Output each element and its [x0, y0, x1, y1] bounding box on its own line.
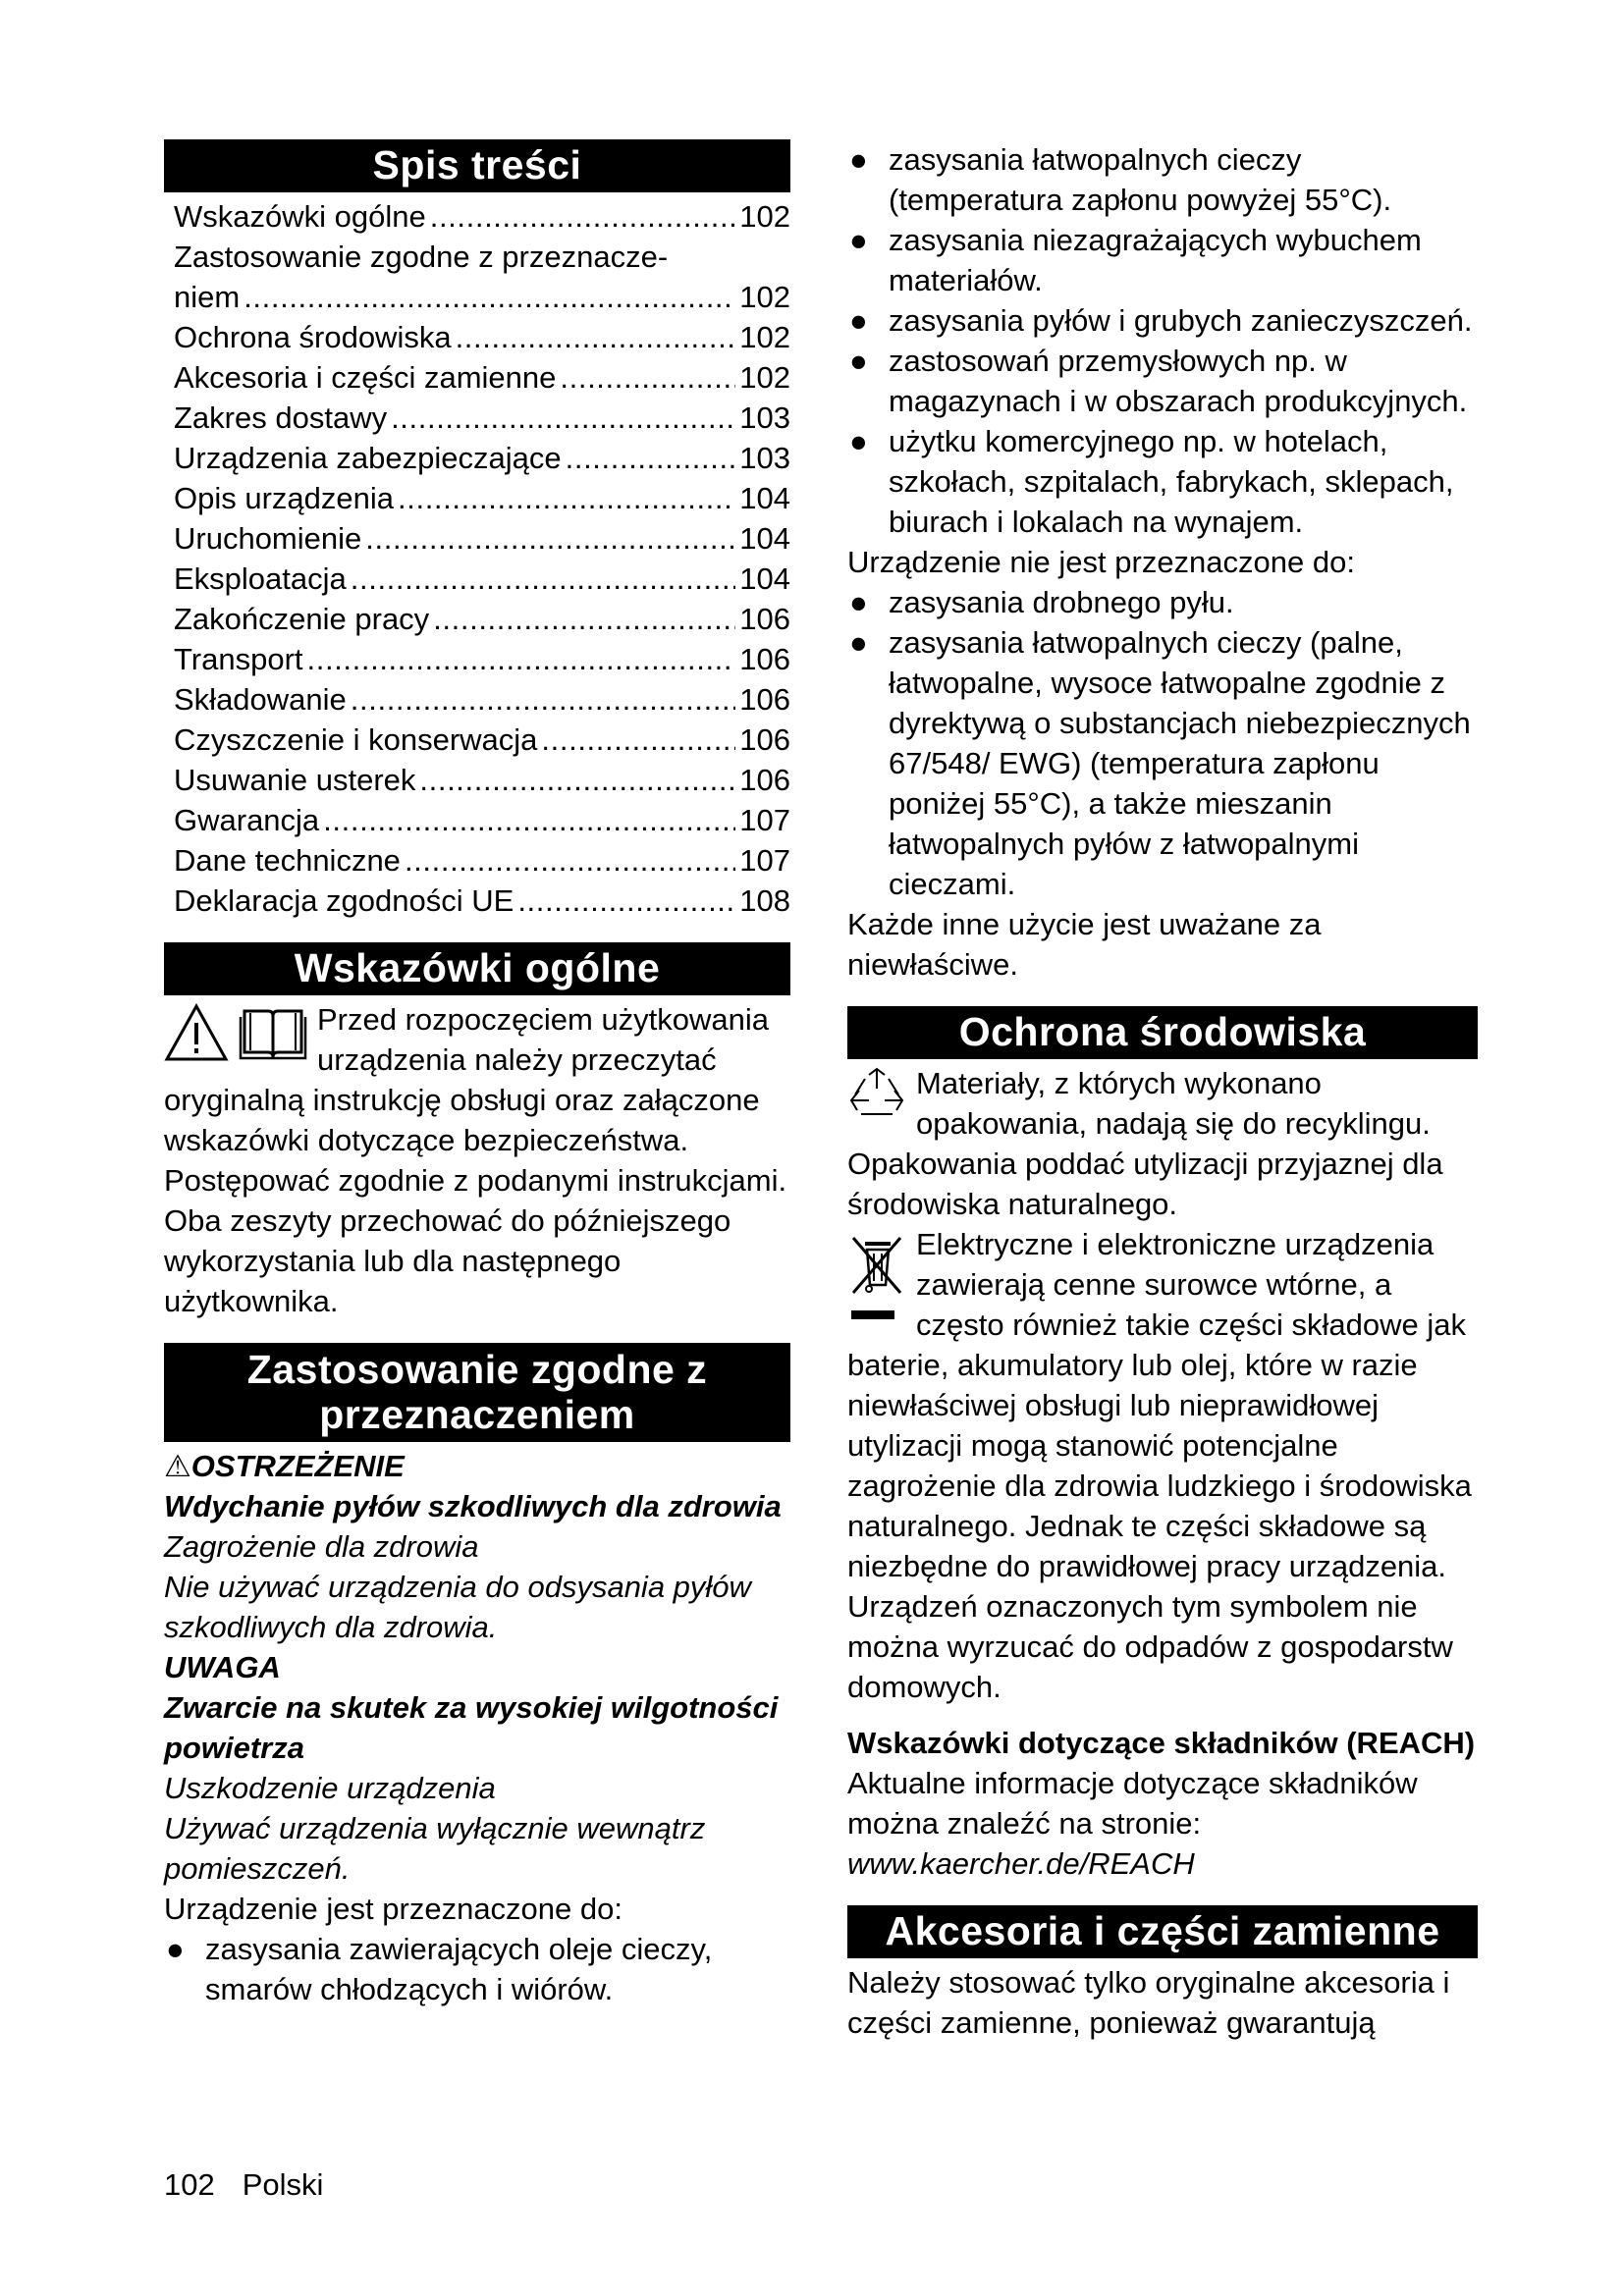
toc-item[interactable]: Wskazówki ogólne . . . 102: [174, 196, 790, 237]
toc-item[interactable]: Składowanie . . . 106: [174, 679, 790, 720]
toc-item[interactable]: Opis urządzenia . . . 104: [174, 478, 790, 518]
toc-item[interactable]: Transport . . . 106: [174, 639, 790, 679]
toc-item[interactable]: Gwarancja . . . 107: [174, 800, 790, 840]
recycling-icon: [847, 1067, 906, 1132]
right-column: [847, 139, 1478, 2043]
list-item: ● użytku komercyjnego np. w hotelach, szkołach, szpitalach, fabrykach, sklepach, biurach i lokalach na wynajem.: [847, 421, 1478, 542]
bullet-icon: ●: [849, 142, 868, 177]
toc-item[interactable]: Uruchomienie . . . 104: [174, 518, 790, 559]
toc-item[interactable]: Czyszczenie i konserwacja . . . 106: [174, 720, 790, 760]
weee-note: [847, 1224, 1478, 1707]
bullet-icon: ●: [166, 1932, 185, 1966]
toc-item[interactable]: niem . . . 102: [174, 277, 790, 317]
crossed-bin-icon: [847, 1228, 906, 1336]
bullet-icon: ●: [849, 585, 868, 619]
not-intended-intro: Urządzenie nie jest przeznaczone do:: [847, 545, 1355, 579]
warning-small-icon: ⚠: [164, 1449, 191, 1483]
page-footer: [164, 2164, 351, 2205]
general-instruction-text: Przed rozpoczęciem użytkowania urządzenia należy przeczytać oryginalną instrukcję obsługi oraz załączone wskazówki dotyczące bezpieczeństwa. Postępować zgodnie z podanymi instrukcjami.: [164, 1002, 787, 1198]
warning-triangle-icon: [164, 1003, 229, 1072]
toc-item[interactable]: Zakres dostawy . . . 103: [174, 398, 790, 438]
warning-risk: Zagrożenie dla zdrowia: [164, 1529, 479, 1564]
list-item: ● zastosowań przemysłowych np. w magazynach i w obszarach produkcyjnych.: [847, 341, 1478, 421]
accessories-heading: Akcesoria i części zamienne: [847, 1905, 1478, 1958]
intended-intro: Urządzenie jest przeznaczone do:: [164, 1892, 623, 1926]
table-of-contents: [164, 196, 790, 921]
toc-item[interactable]: Deklaracja zgodności UE . . . 108: [174, 881, 790, 921]
bullet-icon: ●: [849, 424, 868, 458]
caution-risk: Uszkodzenie urządzenia: [164, 1771, 496, 1805]
list-item: ● zasysania pyłów i grubych zanieczyszczeń.: [847, 300, 1478, 341]
toc-item[interactable]: Usuwanie usterek . . . 106: [174, 760, 790, 800]
caution-heading: Zwarcie na skutek za wysokiej wilgotności powietrza: [164, 1690, 779, 1765]
warning-action: Nie używać urządzenia do odsysania pyłów szkodliwych dla zdrowia.: [164, 1570, 751, 1644]
intended-use-heading: Zastosowanie zgodne z przeznaczeniem: [164, 1343, 790, 1442]
recycling-text: Materiały, z których wykonano opakowania, nadają się do recyklingu. Opakowania poddać utylizacji przyjaznej dla środowiska naturalnego.: [847, 1066, 1443, 1221]
bullet-icon: ●: [849, 223, 868, 257]
recycling-note: [847, 1063, 1478, 1224]
warning-label: ⚠OSTRZEŻENIE: [164, 1449, 405, 1483]
caution-action: Używać urządzenia wyłącznie wewnątrz pomieszczeń.: [164, 1811, 706, 1886]
bullet-icon: ●: [849, 625, 868, 660]
list-item: ● zasysania zawierających oleje cieczy, smarów chłodzących i wiórów.: [164, 1929, 790, 2009]
caution-label: UWAGA: [164, 1650, 281, 1684]
other-use-text: Każde inne użycie jest uważane za niewłaściwe.: [847, 907, 1322, 982]
reach-heading: Wskazówki dotyczące składników (REACH): [847, 1726, 1476, 1760]
toc-item[interactable]: Urządzenia zabezpieczające . . . 103: [174, 438, 790, 478]
accessories-text: Należy stosować tylko oryginalne akcesoria i części zamienne, ponieważ gwarantują: [847, 1965, 1450, 2040]
bullet-icon: ●: [849, 344, 868, 378]
reach-link[interactable]: www.kaercher.de/REACH: [847, 1846, 1195, 1881]
list-item: ● zasysania łatwopalnych cieczy (palne, łatwopalne, wysoce łatwopalne zgodnie z dyrektywą o substancjach niebezpiecznych 67/548/ EWG) (temperatura zapłonu poniżej 55°C), a także mieszanin łatwopalnych pyłów z łatwopalnymi cieczami.: [847, 622, 1478, 904]
bullet-icon: ●: [849, 303, 868, 338]
list-item: ● zasysania niezagrażających wybuchem materiałów.: [847, 220, 1478, 300]
general-heading: Wskazówki ogólne: [164, 942, 790, 995]
general-storage-text: Oba zeszyty przechować do późniejszego wykorzystania lub dla następnego użytkownika.: [164, 1203, 731, 1318]
environment-heading: Ochrona środowiska: [847, 1006, 1478, 1059]
left-column: [164, 139, 790, 2009]
list-item: ● zasysania drobnego pyłu.: [847, 582, 1478, 622]
toc-item[interactable]: Zakończenie pracy . . . 106: [174, 599, 790, 639]
reach-text: Aktualne informacje dotyczące składników można znaleźć na stronie: www.kaercher.de/REACH: [847, 1766, 1418, 1881]
toc-item-line1[interactable]: Zastosowanie zgodne z przeznacze-: [174, 240, 669, 274]
toc-item[interactable]: Eksploatacja . . . 104: [174, 559, 790, 599]
manual-book-icon: [239, 1003, 307, 1072]
toc-item[interactable]: Dane techniczne . . . 107: [174, 840, 790, 881]
weee-text: Elektryczne i elektroniczne urządzenia zawierają cenne surowce wtórne, a często również takie części składowe jak baterie, akumulatory lub olej, które w razie niewłaściwej obsługi lub nieprawidłowej utylizacji mogą stanowić potencjalne zagrożenie dla zdrowia ludzkiego i środowiska naturalnego. Jednak te części składowe są niezbędne do prawidłowej pracy urządzenia. Urządzeń oznaczonych tym symbolem nie można wyrzucać do odpadów z gospodarstw domowych.: [847, 1227, 1472, 1704]
toc-item[interactable]: Akcesoria i części zamienne . . . 102: [174, 357, 790, 398]
language-label: Polski: [242, 2167, 324, 2202]
toc-item[interactable]: Ochrona środowiska . . . 102: [174, 317, 790, 357]
general-notes: [164, 999, 790, 1321]
page-number: 102: [164, 2167, 215, 2202]
warning-heading: Wdychanie pyłów szkodliwych dla zdrowia: [164, 1489, 782, 1523]
list-item: ● zasysania łatwopalnych cieczy (temperatura zapłonu powyżej 55°C).: [847, 139, 1478, 220]
toc-heading: Spis treści: [164, 139, 790, 192]
